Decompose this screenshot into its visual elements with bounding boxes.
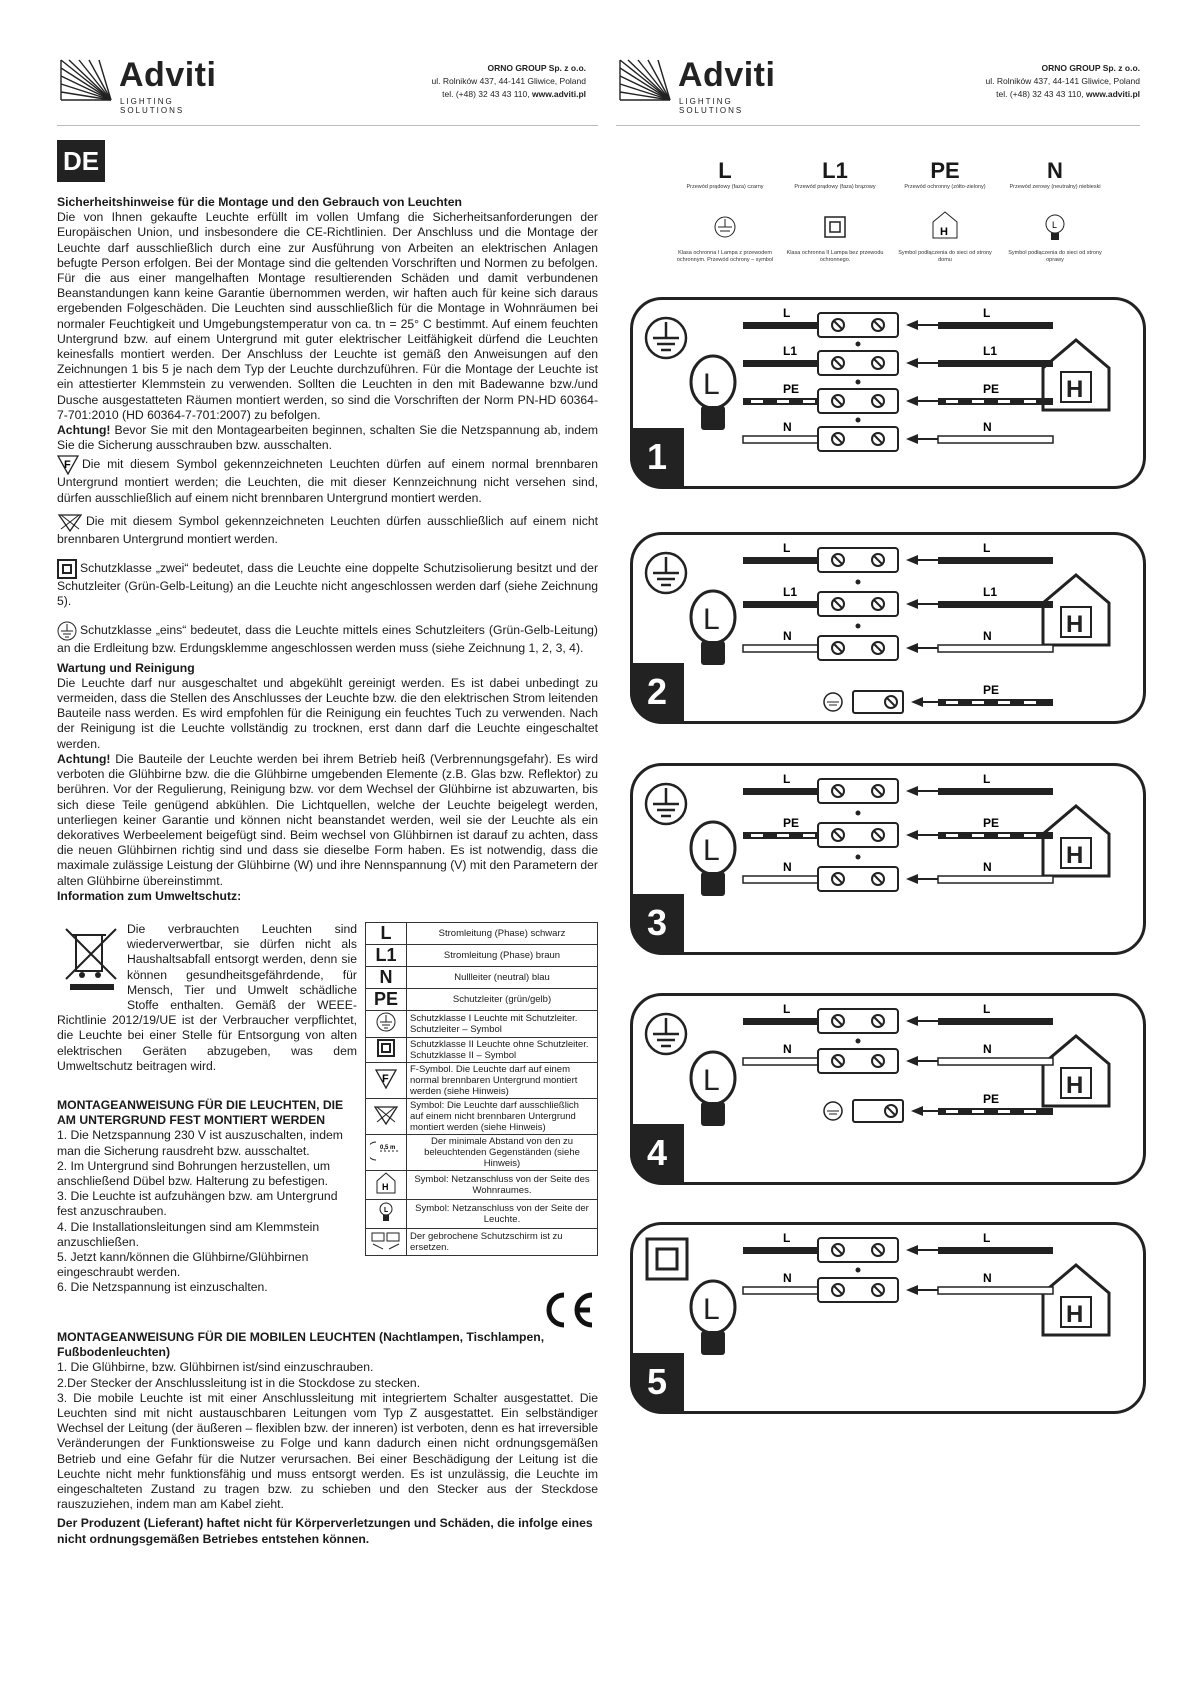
distance-icon bbox=[370, 1140, 402, 1162]
nonflammable-icon bbox=[57, 512, 83, 532]
house-icon bbox=[1043, 1036, 1109, 1106]
wire-label-left: PE bbox=[783, 816, 800, 830]
step-item: 6. Die Netzspannung ist einzuschalten. bbox=[57, 1280, 268, 1295]
diagram-drawing bbox=[633, 1225, 1143, 1411]
svg-text:F: F bbox=[382, 1072, 389, 1085]
wire-label-right: PE bbox=[983, 382, 1000, 396]
nonflammable-paragraph: Die mit diesem Symbol gekennzeichneten Leuchten dürfen ausschließlich auf einem nicht brennbaren Untergrund montiert werden. bbox=[57, 512, 598, 547]
wire-right bbox=[938, 557, 1053, 564]
svg-text:H: H bbox=[382, 1182, 389, 1192]
terminal-block bbox=[818, 351, 898, 375]
diagram-number: 3 bbox=[630, 894, 684, 952]
broken-shield-icon bbox=[371, 1230, 401, 1250]
hot-warning-paragraph: Achtung! Die Bauteile der Leuchte werden bei ihrem Betrieb heiß (Verbrennungsgefahr). Es wird verboten die Glühbirne bzw. die die Glühbirne umgebenden Elemente (z.B. Glas bzw. Reflektor) zu berühren. Vor der Regulierung, Reinigung bzw. vor dem Wechsel der Glühbirne ist abzuwarten, bis sich diese Teile genügend abkühlen. Die Lichtquellen, welche der Leuchte beigelegt werden, unterliegen keiner Garantie und können nicht beanstandet werden, weil sie der Leuchte als ein dekoratives Werbeelement beigefügt sind. Beim wechsel von Glühbirnen ist darauf zu achten, dass die neuen Glühbirnen richtig sind und dass sie dieselbe Form haben. Es ist notwendig, dass die maximale zulässige Leistung der Glühbirne (W) und ihre Nennspannung (V) mit den Parametern der alten Glühbirne übereinstimmt. bbox=[57, 751, 598, 888]
wire-right bbox=[938, 322, 1053, 329]
earth-icon bbox=[715, 217, 735, 237]
company-name: ORNO GROUP Sp. z o.o. bbox=[487, 63, 586, 73]
wire-label-left: L1 bbox=[783, 344, 798, 358]
earth-icon bbox=[646, 318, 686, 358]
mobile-lamp-instructions bbox=[57, 1330, 598, 1547]
terminal-block bbox=[818, 313, 898, 337]
wire-label-right: N bbox=[983, 629, 992, 643]
legend-row: L1 Stromleitung (Phase) braun bbox=[366, 945, 598, 967]
earth-icon bbox=[646, 784, 686, 824]
diagram-number: 1 bbox=[630, 428, 684, 486]
wire-right bbox=[938, 832, 1053, 839]
legend-row: Schutzklasse II Leuchte ohne Schutzleiter. Schutzklasse II – Symbol bbox=[366, 1038, 598, 1063]
company-contact: tel. (+48) 32 43 43 110, bbox=[442, 89, 532, 99]
company-name: ORNO GROUP Sp. z o.o. bbox=[1041, 63, 1140, 73]
wire-code: L bbox=[718, 158, 732, 183]
lamp-icon bbox=[1046, 215, 1064, 240]
f-symbol-paragraph: F Die mit diesem Symbol gekennzeichneten Leuchten dürfen auf einem normal brennbaren Untergrund montiert werden; die Leuchten, die mit dieser Kennzeichnung nicht versehen sind, dürfen ausschließlich auf einem nicht brennbaren Untergrund montiert werden. bbox=[57, 455, 598, 505]
language-badge: DE bbox=[57, 140, 105, 182]
wire-left bbox=[743, 1058, 818, 1065]
wire-label-right: N bbox=[983, 860, 992, 874]
wire-label-ground: PE bbox=[983, 1092, 1000, 1106]
diagram-drawing bbox=[633, 766, 1143, 952]
brand-name: Adviti bbox=[678, 56, 776, 94]
wire-label-right: N bbox=[983, 420, 992, 434]
wire-label-right: L1 bbox=[983, 585, 998, 599]
wire-label-right: L1 bbox=[983, 344, 998, 358]
legend-row: Der gebrochene Schutzschirm ist zu ersetzen. bbox=[366, 1229, 598, 1256]
wire-sub-description: Symbol podłączenia do sieci od strony domu bbox=[898, 250, 992, 263]
diagram-drawing bbox=[633, 535, 1143, 721]
wire-left bbox=[743, 398, 818, 405]
company-address: ul. Rolników 437, 44-141 Gliwice, Poland bbox=[985, 76, 1140, 86]
warning-paragraph: Achtung! Bevor Sie mit den Montagearbeiten beginnen, schalten Sie die Netzspannung ab, indem Sie die Sicherung ausschrauben bzw. ausschalten. bbox=[57, 423, 598, 453]
wire-label-right: PE bbox=[983, 816, 1000, 830]
step-item: 4. Die Installationsleitungen sind am Klemmstein anzuschließen. bbox=[57, 1219, 320, 1249]
legend-row: PE Schutzleiter (grün/gelb) bbox=[366, 989, 598, 1011]
brand-tagline: LIGHTING SOLUTIONS bbox=[679, 97, 744, 115]
class2-icon bbox=[647, 1239, 687, 1279]
lamp-icon bbox=[691, 822, 735, 896]
class2-icon bbox=[57, 559, 77, 579]
wire-label-left: L bbox=[783, 306, 791, 320]
nonflammable-icon bbox=[373, 1104, 399, 1126]
step-item: 3. Die Leuchte ist aufzuhängen bzw. am Untergrund fest anzuschrauben. bbox=[57, 1189, 338, 1219]
svg-text:F: F bbox=[64, 459, 71, 472]
lamp-icon bbox=[691, 1052, 735, 1126]
wire-description: Przewód ochronny (zółto-zielony) bbox=[904, 184, 986, 190]
step-item: 3. Die mobile Leuchte ist mit einer Anschlussleitung mit integriertem Schalter ausgestattet. Die Leuchten sind mit nicht austauschbaren Leitungen vom Typ Z ausgestattet. Ein selbständiger Wechsel der Leitung (der äußeren – flexiblen bzw. der inneren) ist verboten, denn es hat irreversible Veränderungen der Funktionsweise zu Folge und kann dadurch einen nicht ordnungsgemäßen Betrieb und eine Gefahr für die Nutzer verursachen. Bei einer Beschädigung der Leitung ist die Leuchte nicht mehr funktionsfähig und muss entsorgt werden. Es ist unzulässig, die Leuchte im eingeschalteten Zustand zu tragen bzw. zu schieben und den Stecker aus der Steckdose rauszuziehen, indem man am Kabel zieht. bbox=[57, 1390, 598, 1512]
wire-label-ground: PE bbox=[983, 683, 1000, 697]
ground-terminal bbox=[824, 691, 903, 713]
wire-label-left: N bbox=[783, 1042, 792, 1056]
wire-label-left: L bbox=[783, 1002, 791, 1016]
lamp-icon bbox=[691, 1281, 735, 1355]
safety-paragraph: Die von Ihnen gekaufte Leuchte erfüllt im vollen Umfang die Sicherheitsanforderungen der Europäischen Union, und insbesondere die CE-Richtlinien. Der Anschluss und die Montage der Leuchte darf ausschließlich durch eine zur Ausführung von Arbeiten an elektrischen Anlagen befugte Person erfolgen. Bei der Montage sind die geltenden Vorschriften und Normen zu befolgen. Für die aus einer mangelhaften Montage resultierenden Schäden und damit verbundenen Beanstandungen kann keine Garantie übernommen werden, wir haften auch für keine sich daraus ergebenden Folgeschäden. Die Leuchten sind ausschließlich für die Montage in Wohnräumen bei normaler Feuchtigkeit und Umgebungstemperatur von ca. tn = 25° C bestimmt. Auf einem feuchten Untergrund bzw. auf einem Untergrund mit guter elektrischer Leitfähigkeit dürfend die Leuchten keinesfalls montiert werden. Der Anschluss der Leuchte ist gemäß den Anweisungen auf den Zeichnungen 1 bis 5 je nach dem Typ der Leuchte durchzuführen. Für die Montage der Leuchte ist ein attestierter Klemmstein zu verwenden. Sollten die Leuchten in den mit Badewanne bzw./und Dusche ausgestatteten Räumen montiert werden, so sind die Vorschriften der Norm PN-HD 60364-7-701:2010 (HD 60364-7-701:2007) zu befolgen. bbox=[57, 210, 598, 422]
wire-label-right: L bbox=[983, 306, 991, 320]
earth-icon bbox=[646, 1014, 686, 1054]
wire-left bbox=[743, 1287, 818, 1294]
wire-label-left: N bbox=[783, 629, 792, 643]
house-icon bbox=[1043, 575, 1109, 645]
terminal-block bbox=[818, 867, 898, 891]
house-icon bbox=[1043, 1265, 1109, 1335]
diagram-number: 4 bbox=[630, 1124, 684, 1182]
wire-label-right: L bbox=[983, 1002, 991, 1016]
step-item: 1. Die Netzspannung 230 V ist auszuschalten, indem man die Sicherung rausdreht bzw. ausschaltet. bbox=[57, 1128, 343, 1158]
section-title-maintenance: Wartung und Reinigung bbox=[57, 660, 195, 675]
terminal-block bbox=[818, 636, 898, 660]
company-contact: tel. (+48) 32 43 43 110, bbox=[996, 89, 1086, 99]
terminal-block bbox=[818, 427, 898, 451]
wire-left bbox=[743, 360, 818, 367]
wire-left bbox=[743, 557, 818, 564]
wire-label-left: N bbox=[783, 420, 792, 434]
wiring-diagram-4 bbox=[630, 993, 1146, 1185]
ce-mark-icon bbox=[540, 1290, 598, 1330]
ground-terminal bbox=[824, 1100, 903, 1122]
wire-description: Przewód prądowy (faza) brązowy bbox=[794, 184, 876, 190]
brand-name: Adviti bbox=[119, 56, 217, 94]
svg-text:H: H bbox=[1066, 611, 1084, 638]
maintenance-paragraph: Die Leuchte darf nur ausgeschaltet und abgekühlt gereinigt werden. Es ist dabei unbedingt zu vermeiden, dass die Stellen des Anschlusses der Leuchte bzw. die den elektrischen Strom leitenden Bauteile nass werden. Es wird empfohlen für die Reinigung ein feuchtes Tuch zu verwenden. Nach der Reinigung ist die Leuchte vollständig zu trocknen, erst dann darf die Leuchte eingeschaltet werden. bbox=[57, 675, 598, 751]
wiring-diagram-3 bbox=[630, 763, 1146, 955]
lamp-icon bbox=[378, 1201, 394, 1223]
wire-right bbox=[938, 601, 1053, 608]
class1-paragraph: Schutzklasse „eins“ bedeutet, dass die Leuchte mittels eines Schutzleiters (Grün-Gelb-Leitung) an die Erdleitung bzw. Erdungsklemme angeschlossen werden muss (siehe Zeichnung 1, 2, 3, 4). bbox=[57, 621, 598, 656]
wire-label-right: L bbox=[983, 772, 991, 786]
earth-icon bbox=[376, 1012, 396, 1032]
wire-right bbox=[938, 1287, 1053, 1294]
svg-text:L: L bbox=[703, 603, 720, 636]
wire-left bbox=[743, 1018, 818, 1025]
wire-left bbox=[743, 876, 818, 883]
section-title-environment: Information zum Umweltschutz: bbox=[57, 888, 242, 903]
wire-right bbox=[938, 645, 1053, 652]
section-title-fixed-mount: MONTAGEANWEISUNG FÜR DIE LEUCHTEN, DIE AM UNTERGRUND FEST MONTIERT WERDEN bbox=[57, 1098, 344, 1128]
house-icon bbox=[376, 1172, 396, 1194]
terminal-block bbox=[818, 823, 898, 847]
wire-sub-description: Klasa ochronna II Lampa bez przewodu ochronnego. bbox=[786, 250, 884, 263]
wire-code: L1 bbox=[822, 158, 848, 183]
terminal-block bbox=[818, 779, 898, 803]
terminal-block bbox=[818, 592, 898, 616]
wire-left bbox=[743, 832, 818, 839]
wire-left bbox=[743, 1247, 818, 1254]
wire-right bbox=[938, 1058, 1053, 1065]
legend-row: F F-Symbol. Die Leuchte darf auf einem normal brennbaren Untergrund montiert werden (siehe Hinweis) bbox=[366, 1063, 598, 1099]
svg-text:H: H bbox=[1066, 842, 1084, 869]
step-item: 1. Die Glühbirne, bzw. Glühbirnen ist/sind einzuschrauben. bbox=[57, 1360, 374, 1375]
section-title-safety: Sicherheitshinweise für die Montage und den Gebrauch von Leuchten bbox=[57, 195, 462, 209]
terminal-block bbox=[818, 1049, 898, 1073]
wire-code: N bbox=[1047, 158, 1063, 183]
wire-label-left: L1 bbox=[783, 585, 798, 599]
svg-text:L: L bbox=[703, 368, 720, 401]
wire-right bbox=[938, 1247, 1053, 1254]
lamp-icon bbox=[691, 356, 735, 430]
wire-label-right: N bbox=[983, 1271, 992, 1285]
wire-right bbox=[938, 360, 1053, 367]
terminal-block bbox=[818, 548, 898, 572]
terminal-block bbox=[818, 1278, 898, 1302]
terminal-block bbox=[818, 1238, 898, 1262]
wire-right bbox=[938, 788, 1053, 795]
wire-right bbox=[938, 398, 1053, 405]
class2-icon bbox=[377, 1039, 395, 1057]
diagram-drawing bbox=[633, 300, 1143, 486]
liability-note: Der Produzent (Lieferant) haftet nicht für Körperverletzungen und Schäden, die infolge eines nicht ordnungsgemäßen Betriebes entstehen können. bbox=[57, 1516, 593, 1546]
brand-tagline: LIGHTING SOLUTIONS bbox=[120, 97, 185, 115]
legend-row: L Symbol: Netzanschluss von der Seite der Leuchte. bbox=[366, 1200, 598, 1229]
company-address: ul. Rolników 437, 44-141 Gliwice, Poland bbox=[431, 76, 586, 86]
wire-label-left: N bbox=[783, 860, 792, 874]
svg-text:H: H bbox=[940, 226, 948, 238]
legend-row: L Stromleitung (Phase) schwarz bbox=[366, 923, 598, 945]
wire-description: Przewód prądowy (faza) czarny bbox=[686, 184, 764, 190]
section-title-mobile: MONTAGEANWEISUNG FÜR DIE MOBILEN LEUCHTEN (Nachtlampen, Tischlampen, Fußbodenleuchten) bbox=[57, 1330, 545, 1360]
legend-row: Symbol: Die Leuchte darf ausschließlich auf einem nicht brennbaren Untergrund montiert werden (siehe Hinweis) bbox=[366, 1099, 598, 1135]
legend-row: N Nullleiter (neutral) blau bbox=[366, 967, 598, 989]
fixed-mount-instructions bbox=[57, 1098, 357, 1296]
svg-text:L: L bbox=[1052, 220, 1058, 230]
wire-sub-description: Klasa ochronna I Lampa z przewodem ochronnym. Przewód ochrony – symbol bbox=[676, 250, 774, 263]
step-item: 2. Im Untergrund sind Bohrungen herzustellen, um anschließend Dübel bzw. Halterung zu befestigen. bbox=[57, 1158, 331, 1189]
safety-text-block bbox=[57, 195, 598, 904]
diagram-drawing bbox=[633, 996, 1143, 1182]
wire-label-left: L bbox=[783, 541, 791, 555]
svg-text:L: L bbox=[703, 1293, 720, 1326]
legend-row: 0,5 m Der minimale Abstand von den zu beleuchtenden Gegenständen (siehe Hinweis) bbox=[366, 1135, 598, 1171]
house-icon bbox=[1043, 806, 1109, 876]
svg-text:L: L bbox=[384, 1207, 389, 1214]
wiring-diagram-2 bbox=[630, 532, 1146, 724]
earth-icon bbox=[57, 621, 77, 641]
svg-text:L: L bbox=[703, 834, 720, 867]
legend-row: H Symbol: Netzanschluss von der Seite des Wohnraumes. bbox=[366, 1171, 598, 1200]
wire-right bbox=[938, 876, 1053, 883]
wire-left bbox=[743, 788, 818, 795]
wire-header-symbols bbox=[0, 0, 1191, 260]
class2-icon bbox=[825, 217, 845, 237]
wire-label-left: L bbox=[783, 772, 791, 786]
wire-right bbox=[938, 436, 1053, 443]
f-symbol-icon bbox=[57, 455, 79, 475]
company-web[interactable]: www.adviti.pl bbox=[1086, 89, 1140, 99]
house-icon bbox=[933, 212, 957, 238]
wire-label-right: L bbox=[983, 1231, 991, 1245]
terminal-block bbox=[818, 1009, 898, 1033]
class2-paragraph: Schutzklasse „zwei“ bedeutet, dass die Leuchte eine doppelte Schutzisolierung besitzt und der Schutzleiter (Grün-Gelb-Leitung) an die Leuchte nicht angeschlossen werden darf (siehe Zeichnung 5). bbox=[57, 559, 598, 609]
step-item: 2.Der Stecker der Anschlussleitung ist in die Stockdose zu stecken. bbox=[57, 1375, 421, 1390]
diagram-number: 5 bbox=[630, 1353, 684, 1411]
legend-row: Schutzklasse I Leuchte mit Schutzleiter. Schutzleiter – Symbol bbox=[366, 1011, 598, 1038]
wire-left bbox=[743, 645, 818, 652]
svg-text:H: H bbox=[1066, 376, 1084, 403]
wire-label-right: L bbox=[983, 541, 991, 555]
diagram-number: 2 bbox=[630, 663, 684, 721]
earth-icon bbox=[646, 553, 686, 593]
wiring-diagram-1 bbox=[630, 297, 1146, 489]
wire-label-left: L bbox=[783, 1231, 791, 1245]
svg-text:H: H bbox=[1066, 1301, 1084, 1328]
wire-left bbox=[743, 436, 818, 443]
step-item: 5. Jetzt kann/können die Glühbirne/Glühbirnen eingeschraubt werden. bbox=[57, 1250, 309, 1280]
wire-left bbox=[743, 601, 818, 608]
wire-label-left: N bbox=[783, 1271, 792, 1285]
wire-sub-description: Symbol podłączenia do sieci od strony oprawy bbox=[1008, 250, 1102, 263]
weee-paragraph: Die verbrauchten Leuchten sind wiederverwertbar, sie dürfen nicht als Haushaltsabfall entsorgt werden, denn sie können gesundheitsgefährdende, für Mensch, Tier und Umwelt schädliche Stoffe enthalten. Gemäß der WEEE-Richtlinie 2012/19/UE ist der Verbraucher verpflichtet, die Leuchte bei einer Stelle für Entsorgung von alten elektrischen Geräten abzugeben, was dem Umweltschutz beitragen wird. bbox=[57, 922, 357, 1073]
wire-label-right: N bbox=[983, 1042, 992, 1056]
svg-text:H: H bbox=[1066, 1072, 1084, 1099]
lamp-icon bbox=[691, 591, 735, 665]
symbol-legend-table bbox=[365, 922, 598, 1256]
wiring-diagram-5 bbox=[630, 1222, 1146, 1414]
wire-description: Przewód zerowy (neutralny) niebieski bbox=[1009, 184, 1101, 190]
wire-code: PE bbox=[930, 158, 960, 183]
svg-text:L: L bbox=[703, 1064, 720, 1097]
wire-left bbox=[743, 322, 818, 329]
distance-value: 0,5 m bbox=[380, 1144, 396, 1151]
company-web[interactable]: www.adviti.pl bbox=[532, 89, 586, 99]
f-symbol-icon bbox=[374, 1068, 398, 1090]
wire-label-left: PE bbox=[783, 382, 800, 396]
terminal-block bbox=[818, 389, 898, 413]
wire-right bbox=[938, 1018, 1053, 1025]
